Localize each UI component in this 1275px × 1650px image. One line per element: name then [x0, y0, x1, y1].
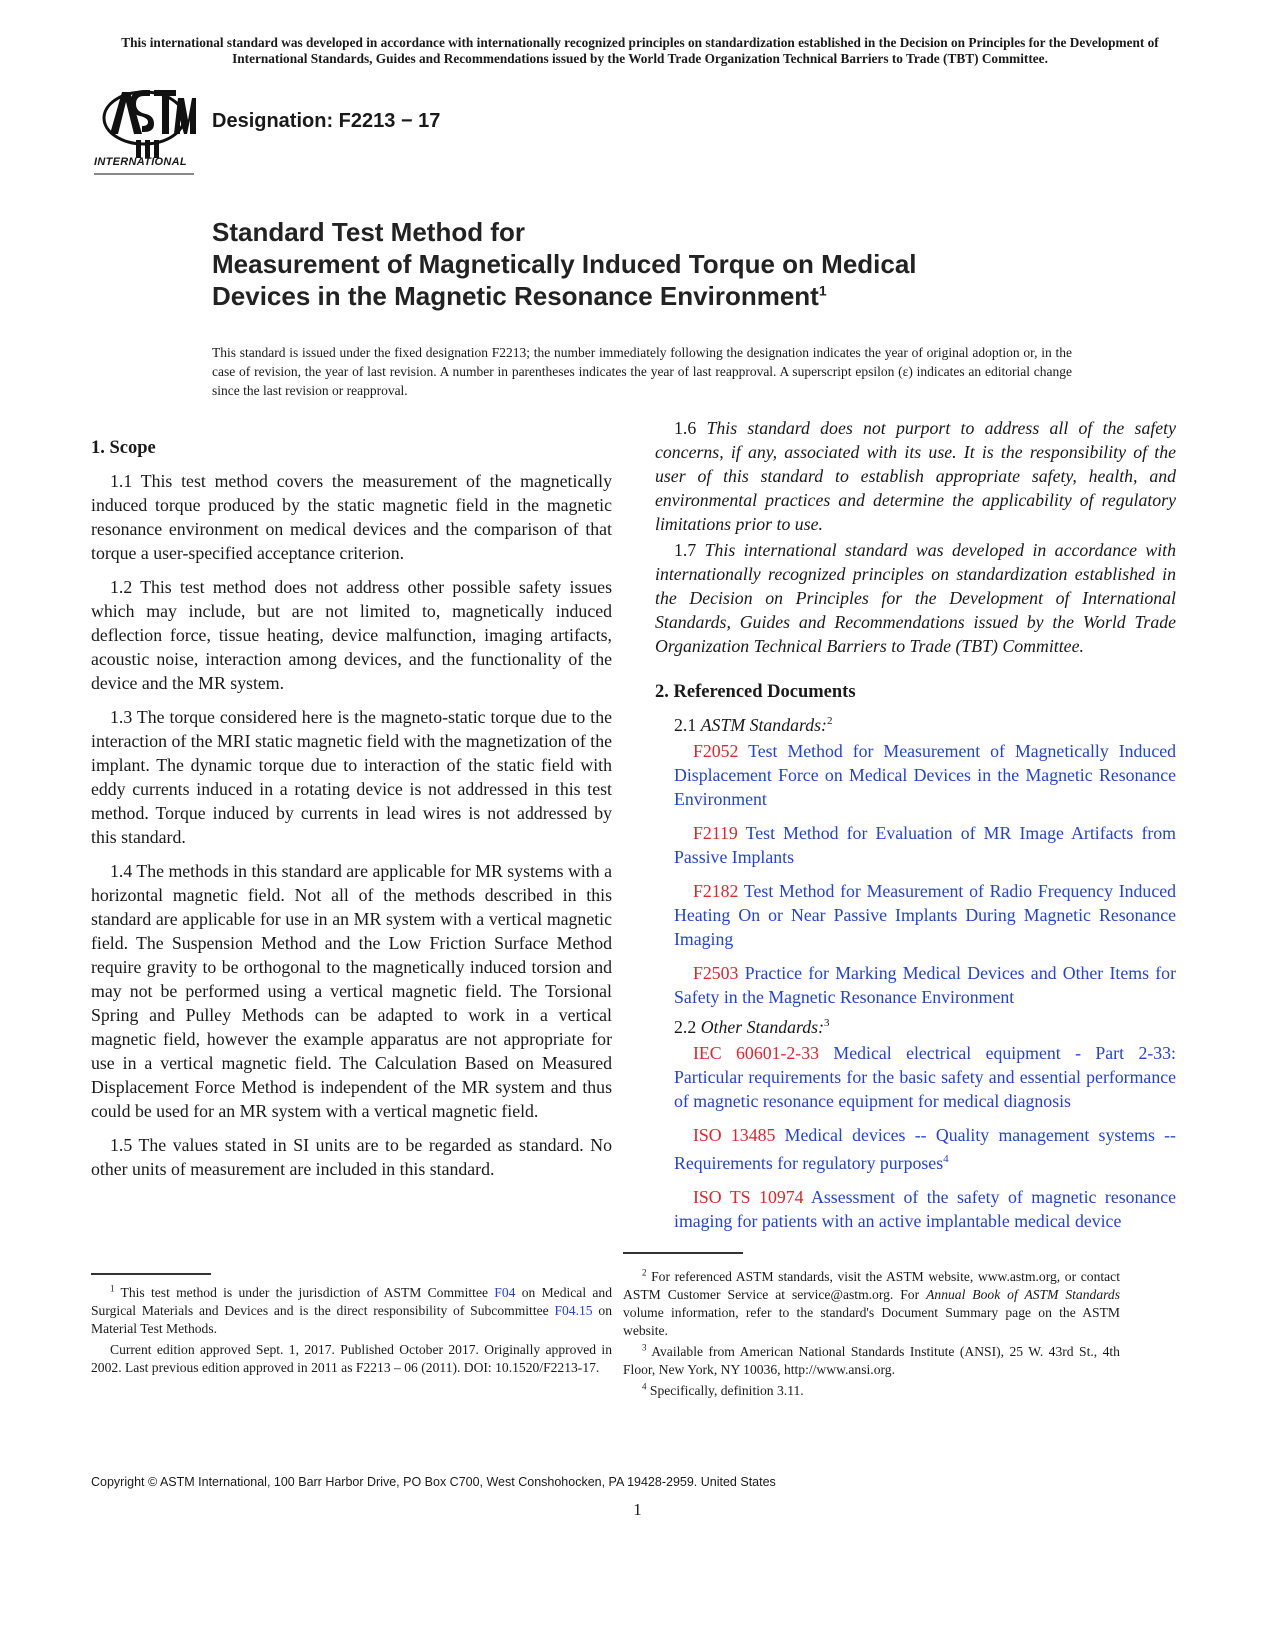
link-f04-15[interactable]: F04.15: [554, 1303, 593, 1318]
title-footnote-mark[interactable]: 1: [818, 282, 827, 299]
footnote-3: $^3$ Available from American National Standards Institute (ANSI), 25 W. 43rd St., 4th Floor, New York, NY 10036, http://www.ansi.org.: [623, 1342, 1120, 1377]
ref-iec-60601-2-33[interactable]: IEC 60601-2-33 Medical electrical equipment - Part 2-33: Particular requirements for the basic safety and essential performance of magnetic resonance equipment for medical diagnosis: [674, 1043, 1176, 1111]
link-f04[interactable]: F04: [494, 1285, 516, 1300]
scope-para-1-6: 1.6 This standard does not purport to address all of the safety concerns, if any, associated with its use. It is the responsibility of the user of this standard to establish appropriate safety, health, and environmental practices and determine the applicability of regulatory limitations prior to use.: [655, 418, 1176, 534]
title-line-2: Measurement of Magnetically Induced Torque on Medical: [212, 249, 917, 279]
other-footnote-mark[interactable]: 3: [824, 1017, 830, 1030]
footnote-4: $^4$ Specifically, definition 3.11.: [642, 1381, 804, 1398]
scope-para-1-3: 1.3 The torque considered here is the magneto-static torque due to the interaction of the MRI static magnetic field with the magnetization of the implant. The dynamic torque due to interaction of the static field with eddy currents induced in a rotating device is not addressed in this test method. Torque induced by currents in lead wires is not addressed by this standard.: [91, 707, 612, 847]
page-number: 1: [633, 1500, 642, 1519]
scope-para-1-5: 1.5 The values stated in SI units are to be regarded as standard. No other units of measurement are included in this standard.: [91, 1135, 612, 1179]
iso-13485-footnote-mark[interactable]: 4: [943, 1153, 949, 1165]
ref-f2503[interactable]: F2503 Practice for Marking Medical Devices and Other Items for Safety in the Magnetic Resonance Environment: [674, 963, 1176, 1007]
ref-f2052[interactable]: F2052 Test Method for Measurement of Magnetically Induced Displacement Force on Medical Devices in the Magnetic Resonance Environment: [674, 741, 1176, 809]
copyright: Copyright © ASTM International, 100 Barr Harbor Drive, PO Box C700, West Conshohocken, PA 19428-2959. United States: [91, 1475, 776, 1489]
astm-footnote-mark[interactable]: 2: [826, 715, 833, 728]
footnote-divider-right: [623, 1252, 743, 1254]
footnotes-right: [623, 1268, 1120, 1403]
references-heading: 2. Referenced Documents: [655, 682, 856, 702]
scope-para-1-2: 1.2 This test method does not address other possible safety issues which may include, but are not limited to, magnetically induced deflection force, tissue heating, device malfunction, imaging artifacts, acoustic noise, interaction among devices, and the functionality of the device and the MR system.: [91, 577, 612, 693]
top-notice: This international standard was developed in accordance with internationally recognized principles on standardization established in the Decision on Principles for the Development of International Standards, Guides and Recommendations issued by the World Trade Organization Technical Barriers to Trade (TBT) Committee.: [121, 35, 1159, 66]
left-column: [91, 436, 612, 1191]
scope-para-1-4: 1.4 The methods in this standard are applicable for MR systems with a horizontal magnetic field. Not all of the methods described in this standard are applicable for use in an MR system with a vertical magnetic field. The Suspension Method and the Low Friction Surface Method require gravity to be orthogonal to the magnetically induced torsion and may not be performed using a vertical magnetic field. The Torsional Spring and Pulley Methods can be adapted to work in a vertical magnetic field, however the example apparatus are not appropriate for use in a vertical magnetic field. The Calculation Based on Measured Displacement Force Method is independent of the MR system and thus could be used for an MR system with a vertical magnetic field.: [91, 861, 612, 1121]
scope-para-1-1: 1.1 This test method covers the measurement of the magnetically induced torque produced by the static magnetic field in the magnetic resonance environment on medical devices and the comparison of that torque a user-specified acceptance criterion.: [91, 471, 612, 563]
logo-text: INTERNATIONAL: [94, 156, 187, 168]
footnote-divider-left: [91, 1273, 211, 1275]
designation: Designation: F2213 − 17: [212, 110, 441, 132]
footnote-2: $^2$ For referenced ASTM standards, visit the ASTM website, www.astm.org, or contact ASTM Customer Service at service@astm.org. For Annual Book of ASTM Standards volume information, refer to the standard's Document Summary page on the ASTM website.: [623, 1267, 1120, 1338]
ref-iso-ts-10974[interactable]: ISO TS 10974 Assessment of the safety of magnetic resonance imaging for patients with an active implantable medical device: [674, 1186, 1176, 1231]
issued-note: This standard is issued under the fixed designation F2213; the number immediately following the designation indicates the year of original adoption or, in the case of revision, the year of last revision. A number in parentheses indicates the year of last reapproval. A superscript epsilon (ε) indicates an editorial change since the last revision or reapproval.: [212, 345, 1072, 398]
document-title: [212, 216, 1112, 312]
ref-f2119[interactable]: F2119 Test Method for Evaluation of MR Image Artifacts from Passive Implants: [674, 823, 1177, 867]
right-column: [655, 416, 1176, 1243]
other-standards-heading: 2.2 Other Standards:$^3$: [674, 1017, 830, 1037]
scope-heading: 1. Scope: [91, 438, 156, 458]
title-line-1: Standard Test Method for: [212, 217, 525, 247]
astm-logo: [92, 84, 198, 180]
footnote-1: $^1$ This test method is under the jurisdiction of ASTM Committee F04 on Medical and Surgical Materials and Devices and is the direct responsibility of Subcommittee F04.15 on Material Test Methods.: [91, 1283, 613, 1336]
title-line-3: Devices in the Magnetic Resonance Environment$^1$: [212, 281, 827, 311]
ref-f2182[interactable]: F2182 Test Method for Measurement of Radio Frequency Induced Heating On or Near Passive Implants During Magnetic Resonance Imaging: [674, 881, 1176, 949]
footnote-1-edition: Current edition approved Sept. 1, 2017. Published October 2017. Originally approved in 2002. Last previous edition approved in 2011 as F2213 – 06 (2011). DOI: 10.1520/F2213-17.: [91, 1342, 612, 1375]
scope-para-1-7: 1.7 This international standard was developed in accordance with internationally recognized principles on standardization established in the Decision on Principles for the Development of International Standards, Guides and Recommendations issued by the World Trade Organization Technical Barriers to Trade (TBT) Committee.: [655, 540, 1176, 656]
astm-standards-heading: 2.1 ASTM Standards:$^2$: [674, 715, 833, 735]
footnotes-left: [91, 1284, 612, 1380]
ref-iso-13485[interactable]: ISO 13485 Medical devices -- Quality management systems -- Requirements for regulatory purposes$^4$: [674, 1125, 1176, 1173]
